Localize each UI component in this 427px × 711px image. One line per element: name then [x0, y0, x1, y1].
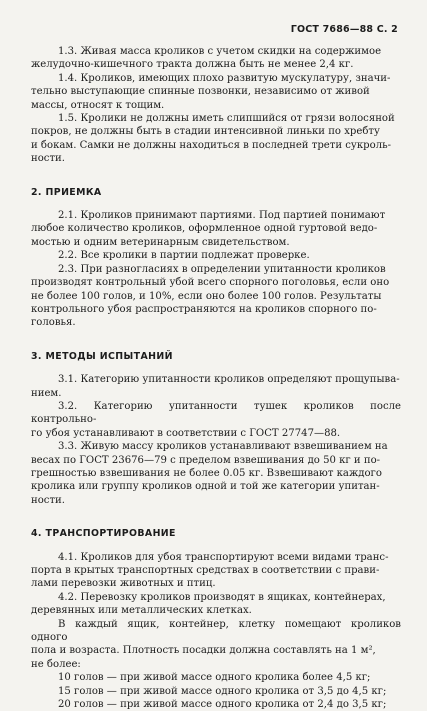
paragraph-4-1-line1: 4.1. Кроликов для убоя транспортируют всеми видами транс- [58, 551, 389, 563]
paragraph-1-5-line2: покров, не должны быть в стадии интенсивной линьки по хребту [31, 126, 380, 138]
paragraph-2-1-line1: 2.1. Кроликов принимают партиями. Под партией понимают [58, 210, 386, 222]
paragraph-2-1-line3: мостью и одним ветеринарным свидетельством. [31, 236, 290, 248]
paragraph-2-3-line5: головья. [31, 317, 76, 329]
paragraph-1-4-line2: тельно выступающие спинные позвонки, независимо от живой [31, 86, 370, 98]
paragraph-4-1-line3: лами перевозки животных и птиц. [31, 578, 216, 590]
paragraph-2-3-line2: производят контрольный убой всего спорного поголовья, если оно [31, 277, 390, 289]
paragraph-3-3-line2: весах по ГОСТ 23676—79 с пределом взвешивания до 50 кг и по- [31, 454, 381, 466]
section-title-transportation: 4. ТРАНСПОРТИРОВАНИЕ [31, 528, 176, 540]
paragraph-3-3-line3: грешностью взвешивания не более 0.05 кг. Взвешивают каждого [31, 467, 382, 479]
density-row-10: 10 голов — при живой массе одного кролика более 4,5 кг; [58, 672, 371, 684]
paragraph-4-3-line2: пола и возраста. Плотность посадки должна составлять на 1 м², [31, 645, 376, 657]
paragraph-2-2: 2.2. Все кролики в партии подлежат проверке. [58, 250, 310, 262]
page-header: ГОСТ 7686—88 С. 2 [290, 24, 398, 35]
paragraph-2-3-line4: контрольного убоя распространяются на кроликов спорного по- [31, 303, 377, 315]
paragraph-3-2-line1: 3.2. Категорию упитанности тушек кроликов после контрольно- [31, 400, 401, 426]
section-title-test-methods: 3. МЕТОДЫ ИСПЫТАНИЙ [31, 350, 173, 362]
density-row-15: 15 голов — при живой массе одного кролика от 3,5 до 4,5 кг; [58, 685, 387, 697]
section-title-acceptance: 2. ПРИЕМКА [31, 186, 102, 198]
paragraph-2-1-line2: любое количество кроликов, оформленное одной гуртовой ведо- [31, 223, 378, 235]
paragraph-3-3-line5: ности. [31, 494, 65, 506]
paragraph-3-1-line2: нием. [31, 387, 62, 399]
paragraph-1-4-line3: массы, относят к тощим. [31, 99, 165, 111]
paragraph-3-3-line1: 3.3. Живую массу кроликов устанавливают взвешиванием на [58, 441, 388, 453]
paragraph-4-3-line3: не более: [31, 658, 81, 670]
paragraph-1-3-line2: желудочно-кишечного тракта должна быть не менее 2,4 кг. [31, 59, 354, 71]
paragraph-2-3-line1: 2.3. При разногласиях в определении упитанности кроликов [58, 263, 386, 275]
paragraph-1-4-line1: 1.4. Кроликов, имеющих плохо развитую мускулатуру, значи- [58, 72, 391, 84]
paragraph-4-3-line1: В каждый ящик, контейнер, клетку помещают кроликов одного [31, 618, 401, 644]
paragraph-3-3-line4: кролика или группу кроликов одной и той же категории упитан- [31, 481, 380, 493]
paragraph-1-5-line3: и бокам. Самки не должны находиться в последней трети сукроль- [31, 139, 392, 151]
paragraph-1-3-line1: 1.3. Живая масса кроликов с учетом скидки на содержимое [58, 46, 382, 57]
paragraph-4-2-line1: 4.2. Перевозку кроликов производят в ящиках, контейнерах, [58, 591, 386, 603]
paragraph-1-5-line1: 1.5. Кролики не должны иметь слипшийся от грязи волосяной [58, 113, 395, 125]
document-body [31, 45, 401, 711]
density-row-20: 20 голов — при живой массе одного кролика от 2,4 до 3,5 кг; [58, 699, 387, 711]
paragraph-4-1-line2: порта в крытых транспортных средствах в соответствии с прави- [31, 565, 380, 576]
paragraph-3-2-line2: го убоя устанавливают в соответствии с ГОСТ 27747—88. [31, 427, 341, 439]
paragraph-1-5-line4: ности. [31, 153, 65, 165]
paragraph-2-3-line3: не более 100 голов, и 10%, если оно более 100 голов. Результаты [31, 290, 382, 302]
paragraph-4-2-line2: деревянных или металлических клетках. [31, 605, 252, 617]
paragraph-3-1-line1: 3.1. Категорию упитанности кроликов определяют прощупыва- [58, 374, 400, 386]
